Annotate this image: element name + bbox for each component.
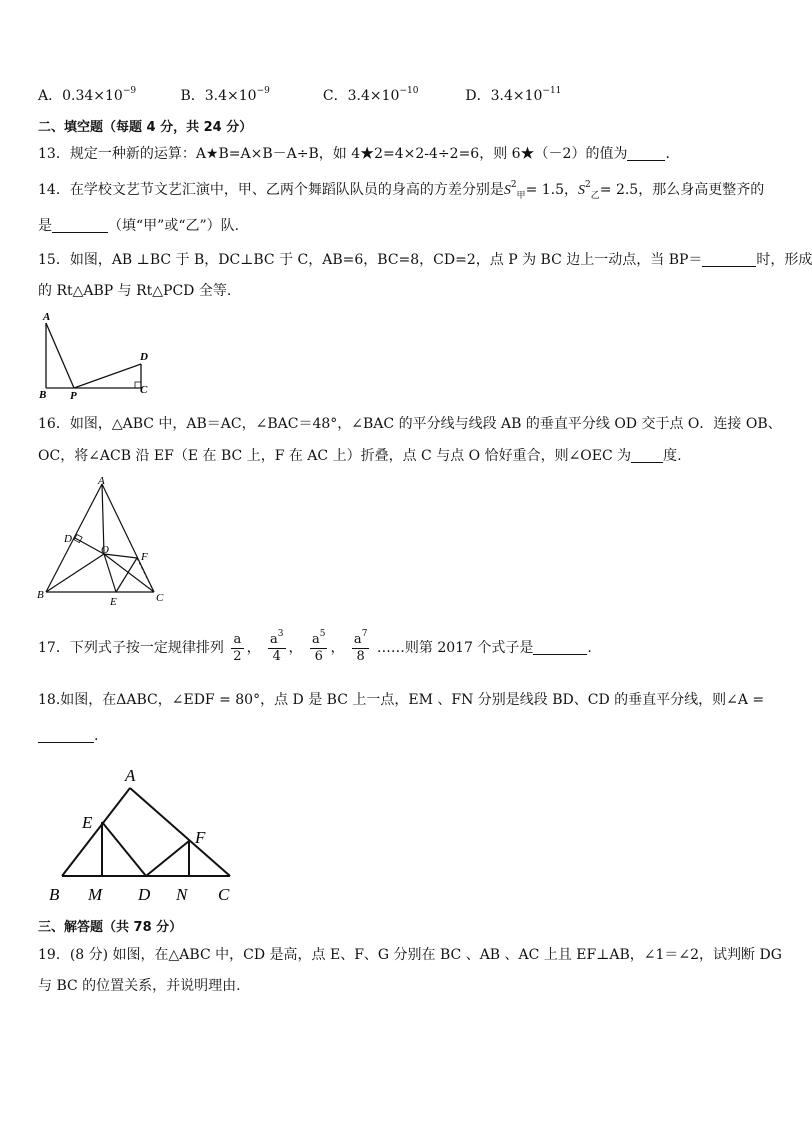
label-a: A: [125, 766, 136, 785]
question-18-line1: 18.如图，在ΔABC，∠EDF = 80°，点 D 是 BC 上一点，EM 、FN 分别是线段 BD、CD 的垂直平分线，则∠A =: [38, 692, 765, 708]
question-16-line1: 16．如图，△ABC 中，AB＝AC，∠BAC＝48°，∠BAC 的平分线与线段 AB 的垂直平分线 OD 交于点 O．连接 OB、: [38, 416, 782, 432]
question-16-line2: OC，将∠ACB 沿 EF（E 在 BC 上，F 在 AC 上）折叠，点 C 与点 O 恰好重合，则∠OEC 为 度.: [38, 448, 682, 464]
label-b: B: [37, 589, 44, 601]
label-a: A: [98, 475, 105, 487]
question-15-line2: 的 Rt△ABP 与 Rt△PCD 全等.: [38, 283, 232, 299]
question-17: 17．下列式子按一定规律排列 $\frac{a}{2}$ ， $\frac{a^3}{4}$ ， $\frac{a^5}{6}$ ， $\frac{a^7}{8}$ ……则第 2017 个式子是 .: [38, 628, 592, 664]
question-15-line1: 15．如图，AB ⊥BC 于 B，DC⊥BC 于 C，AB=6，BC=8，CD=2，点 P 为 BC 边上一动点，当 BP＝ 时，形成: [38, 252, 812, 268]
question-13: 13．规定一种新的运算：A★B=A×B－A÷B，如 4★2=4×2-4÷2=6，则 6★（－2）的值为 .: [38, 146, 670, 162]
option-c: C．$3.4\times 10^{-10}$: [322, 86, 419, 104]
answer-blank: [533, 639, 587, 655]
answer-blank: [52, 217, 108, 233]
label-c: C: [140, 384, 148, 396]
fraction-2: $\frac{a^3}{4}$: [270, 628, 284, 664]
label-c: C: [218, 885, 230, 904]
option-b: B．$3.4\times 10^{-9}$: [180, 86, 270, 104]
q16-figure: [34, 474, 174, 612]
label-d: D: [140, 351, 148, 363]
answer-blank: [702, 251, 756, 267]
answer-blank: [627, 145, 665, 161]
answer-blank: [38, 727, 94, 743]
question-19-line2: 与 BC 的位置关系，并说明理由.: [38, 978, 241, 994]
label-b: B: [39, 389, 47, 401]
fraction-3: $\frac{a^5}{6}$: [311, 628, 326, 664]
question-14-line1: 14．在学校文艺节文艺汇演中，甲、乙两个舞蹈队队员的身高的方差分别是$S^2_甲= 1.5$，$S^2_乙= 2.5$，那么身高更整齐的: [38, 180, 765, 201]
option-d: D．$3.4\times 10^{-11}$: [465, 86, 562, 104]
label-f: F: [141, 551, 148, 563]
section-fill-in-title: 二、填空题（每题 4 分，共 24 分）: [38, 120, 253, 135]
answer-blank: [631, 447, 663, 463]
label-e: E: [110, 596, 117, 608]
label-f: F: [195, 828, 206, 847]
label-d: D: [138, 885, 151, 904]
question-19-line1: 19．(8 分) 如图，在△ABC 中，CD 是高，点 E、F、G 分别在 BC 、AB 、AC 上且 EF⊥AB，∠1＝∠2，试判断 DG: [38, 947, 782, 963]
answer-options: [38, 86, 561, 106]
fraction-1: $\frac{a}{2}$: [233, 631, 242, 664]
label-b: B: [49, 885, 60, 904]
label-n: N: [176, 885, 188, 904]
label-o: O: [101, 544, 109, 556]
question-14-line2: 是 （填“甲”或“乙”）队.: [38, 218, 240, 234]
option-a: A．$0.34\times 10^{-9}$: [38, 86, 137, 104]
question-18-line2: .: [38, 726, 98, 746]
q15-figure: [36, 308, 156, 400]
section-answer-title: 三、解答题（共 78 分）: [38, 920, 183, 935]
fraction-4: $\frac{a^7}{8}$: [353, 628, 368, 664]
label-m: M: [88, 885, 103, 904]
label-d: D: [64, 533, 72, 545]
label-a: A: [43, 311, 51, 323]
q18-figure: [44, 764, 244, 906]
label-c: C: [156, 592, 164, 604]
label-p: P: [70, 390, 77, 402]
label-e: E: [82, 813, 93, 832]
